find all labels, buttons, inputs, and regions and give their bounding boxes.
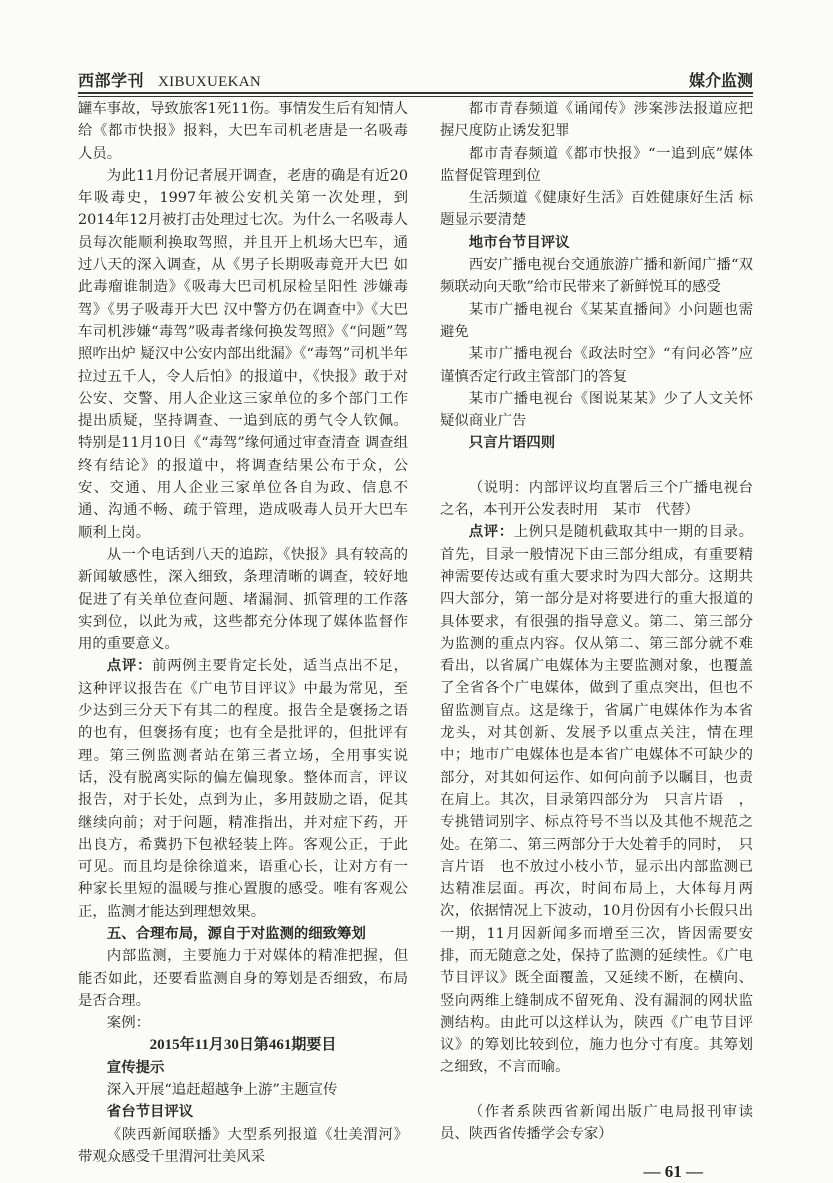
paragraph bbox=[440, 187, 753, 232]
section-heading bbox=[78, 1057, 408, 1079]
header-rule-thin bbox=[78, 96, 753, 97]
paragraph-text: 案例： bbox=[106, 1015, 150, 1032]
paragraph-text: 上例只是随机截取其中一期的目录。首先，目录一般情况下由三部分组成，有重要精神需要传达或有重大要求时为四大部分。这期共四大部分，第一部分是对将要进行的重大报道的具体要求，有很强的指导意义。第二、第三部分为监测的重点内容。仅从第二、第三部分就不难看出，以省属广电媒体为主要监测对象，也覆盖了全省各个广电媒体，做到了重点突出，但也不留监测盲点。这是缘于，省属广电媒体作为本省龙头，对其创新、发展予以重点关注，情在理中；地市广电媒体也是本省广电媒体不可缺少的部分，对其如何运作、如何向前予以瞩目，也责在肩上。其次，目录第四部分为 只言片语 ，专挑错词别字、标点符号不当以及其他不规范之处。在第二、第三两部分于大处着手的同时， 只言片语 也不放过小枝小节，显示出内部监测已达精准层面。再次，时间布局上，大体每月两次，依据情况上下波动，10月份因有小长假只出一期，11月因新闻多而增至三次，皆因需要安排，而无随意之处，保持了监测的延续性。《广电节目评议》既全面覆盖，又延续不断，在横向、竖向两维上缝制成不留死角、没有漏洞的网状监测结构。由此可以这样认为，陕西《广电节目评议》的筹划比较到位，施力也分寸有度。其筹划之细致，不言而喻。 bbox=[440, 524, 753, 1076]
paragraph bbox=[440, 343, 753, 388]
paragraph-text: 西安广播电视台交通旅游广播和新闻广播“双频联动向天歌”给市民带来了新鲜悦耳的感受 bbox=[440, 257, 753, 296]
journal-romanization: XIBUXUEKAN bbox=[158, 74, 262, 90]
paragraph-text: 罐车事故，导致旅客1死11伤。事情发生后有知情人给《都市快报》报料，大巴车司机老唐是一名吸毒人员。 bbox=[78, 101, 408, 162]
paragraph-text: 某市广播电视台《政法时空》“有问必答”应谨慎否定行政主管部门的答复 bbox=[440, 346, 753, 385]
paragraph bbox=[78, 1012, 408, 1034]
paragraph-text: 从一个电话到八天的追踪，《快报》具有较高的新闻敏感性，深入细致，条理清晰的调查，较好地促进了有关单位查问题、堵漏洞、抓管理的工作落实到位，以此为戒，这些都充分体现了媒体监督作用的重要意义。 bbox=[78, 546, 408, 653]
right-column-text bbox=[440, 98, 753, 1145]
paragraph-text: 地市台节目评议 bbox=[468, 233, 570, 251]
paragraph-text: 内部监测，主要施力于对媒体的精准把握，但能否如此，还要看监测自身的筹划是否细致，布局是否合理。 bbox=[78, 948, 408, 1009]
header-rule bbox=[78, 92, 753, 94]
paragraph-text: 《陕西新闻联播》大型系列报道《壮美渭河》带观众感受千里渭河壮美风采 bbox=[78, 1126, 408, 1165]
paragraph bbox=[78, 655, 408, 923]
paragraph-text: 五、合理布局，源自于对监测的细致筹划 bbox=[106, 924, 366, 942]
right-column bbox=[440, 98, 753, 1183]
section-heading bbox=[78, 1101, 408, 1123]
paragraph-text: 都市青春频道《诵闻传》涉案涉法报道应把握尺度防止诱发犯罪 bbox=[440, 101, 753, 140]
paragraph-text: 省台节目评议 bbox=[106, 1103, 194, 1121]
paragraph-text: 宣传提示 bbox=[106, 1058, 165, 1076]
paragraph bbox=[440, 299, 753, 344]
paragraph bbox=[78, 1079, 408, 1101]
paragraph-text: （作者系陕西省新闻出版广电局报刊审读员、陕西省传播学会专家） bbox=[440, 1103, 753, 1143]
paragraph-text: 生活频道《健康好生活》百姓健康好生活 标题显示要清楚 bbox=[440, 190, 753, 229]
issue-title bbox=[78, 1034, 408, 1056]
section-heading bbox=[78, 923, 408, 945]
paragraph-text: 深入开展“追赶超越争上游”主题宣传 bbox=[106, 1082, 338, 1099]
paragraph bbox=[440, 388, 753, 433]
paragraph bbox=[78, 1124, 408, 1169]
paragraph-text: 2015年11月30日第461期要目 bbox=[149, 1037, 337, 1054]
journal-title: 西部学刊 bbox=[78, 71, 145, 90]
section-heading bbox=[440, 432, 753, 454]
paragraph bbox=[440, 254, 753, 299]
paragraph bbox=[440, 1101, 753, 1146]
paragraph bbox=[440, 143, 753, 188]
paragraph bbox=[440, 98, 753, 143]
paragraph bbox=[78, 165, 408, 544]
paragraph-text: 只言片语四则 bbox=[468, 434, 556, 452]
paragraph-text: 都市青春频道《都市快报》“一追到底”媒体监督促管理到位 bbox=[440, 145, 753, 184]
paragraph-text: 前两例主要肯定长处，适当点出不足，这种评议报告在《广电节目评议》中最为常见，至少达到三分天下有其二的程度。报告全是褒扬之语的也有，但褒扬有度；也有全是批评的，但批评有理。第三例监测者站在第三者立场，全用事实说话，没有脱离实际的偏左偏现象。整体而言，评议报告，对于长处，点到为止，多用鼓励之语，促其继续向前；对于问题，精准指出，并对症下药，开出良方，希冀扔下包袱轻装上阵。客观公正，于此可见。而且均是徐徐道来，语重心长，让对方有一种家长里短的温暖与推心置腹的感受。唯有客观公正，监测才能达到理想效果。 bbox=[78, 658, 408, 920]
paragraph bbox=[440, 521, 753, 1078]
comment-label: 点评： bbox=[106, 657, 153, 675]
paragraph bbox=[440, 477, 753, 522]
running-header bbox=[78, 68, 753, 92]
comment-label: 点评： bbox=[468, 523, 514, 541]
paragraph-text: 为此11月份记者展开调查，老唐的确是有近20年吸毒史，1997年被公安机关第一次处理，到2014年12月被打击处理过七次。为什么一名吸毒人员每次能顺利换取驾照，并且开上机场大巴车，通过八天的深入调查，从《男子长期吸毒竟开大巴 如此毒瘤谁制造》《吸毒大巴司机尿检呈阳性 涉嫌毒驾》《男子吸毒开大巴 汉中警方仍在调查中》《大巴车司机涉嫌“毒驾”吸毒者缘何换发驾照》《“问题”驾照咋出炉 疑汉中公安内部出纰漏》《“毒驾”司机半年拉过五千人，令人后怕》的报道中，《快报》敢于对公安、交警、用人企业这三家单位的多个部门工作提出质疑，坚持调查、一追到底的勇气令人钦佩。特别是11月10日《“毒驾”缘何通过审查清查 调查组终有结论》的报道中，将调查结果公布于众，公安、交通、用人企业三家单位各自为政、信息不通、沟通不畅、疏于管理，造成吸毒人员开大巴车顺利上岗。 bbox=[78, 167, 408, 541]
paragraph bbox=[78, 98, 408, 165]
section-title: 媒介监测 bbox=[688, 71, 753, 90]
section-heading bbox=[440, 232, 753, 254]
page-number: — 61 — bbox=[643, 1162, 703, 1182]
paragraph bbox=[78, 544, 408, 655]
left-column bbox=[78, 98, 408, 1168]
paragraph-text: （说明：内部评议均直署后三个广播电视台之名，本刊开公发表时用 某市 代替） bbox=[440, 479, 753, 519]
paragraph-text: 某市广播电视台《某某直播间》小问题也需避免 bbox=[440, 301, 753, 340]
paragraph-text: 某市广播电视台《图说某某》少了人文关怀 疑似商业广告 bbox=[440, 390, 753, 430]
paragraph bbox=[78, 945, 408, 1012]
